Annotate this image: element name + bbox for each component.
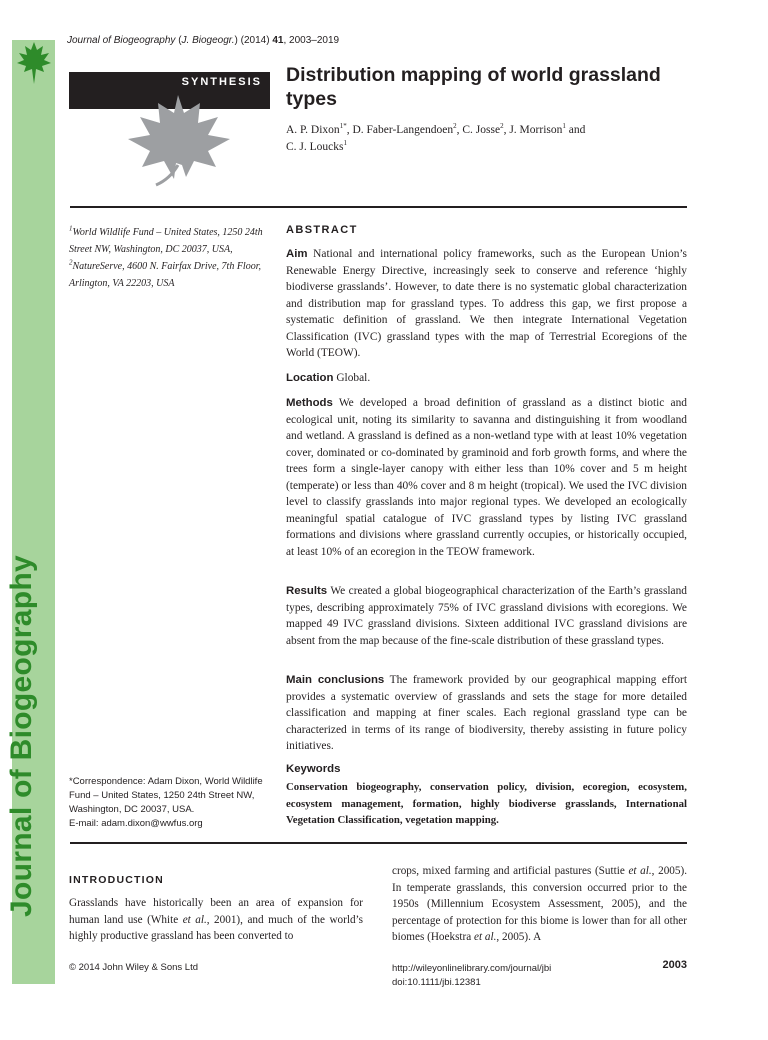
author-name: D. Faber-Langendoen xyxy=(352,124,454,136)
section-label: SYNTHESIS xyxy=(181,76,262,88)
author-affil-mark: 2 xyxy=(453,122,457,131)
copyright: © 2014 John Wiley & Sons Ltd xyxy=(69,962,198,973)
author-separator: and xyxy=(565,124,586,136)
article-title: Distribution mapping of world grassland types xyxy=(286,64,661,110)
divider xyxy=(70,206,687,208)
author-affil-mark: 1 xyxy=(343,139,347,148)
divider xyxy=(70,842,687,844)
author-name: A. P. Dixon xyxy=(286,124,340,136)
abstract-methods: Methods We developed a broad definition of grassland as a distinct biotic and ecological unit, noting its similarity to savanna and distinguishing it from woodland and wetland. A grassland is defined as a non-wetland type with at least 10% vegetation cover, dominated or co-dominated by graminoid and forb growth forms, and where the trees form a single-layer canopy with either less than 10% cover and 5 m height (temperate) or less than 40% cover and 8 m height (tropical). We used the IVC division level to classify grasslands into major regional types. We developed an ecologically meaningful spatial catalogue of IVC grassland types by listing IVC grassland formations and divisions where grassland currently occupies, or historically occupied, at least 10% of an ecoregion in the TEOW framework. xyxy=(286,397,687,558)
author-list xyxy=(286,122,706,156)
introduction-text-right: crops, mixed farming and artificial pastures (Suttie et al., 2005). In temperate grasslands, this conversion occurred prior to the 1950s (Millennium Ecosystem Assessment, 2005), and the percentage of protection for this biome is lower than for all other biomes (Hoekstra et al., 2005). A xyxy=(392,865,687,943)
maple-leaf-icon xyxy=(16,40,52,84)
page-number: 2003 xyxy=(662,959,687,971)
abstract-aim: Aim National and international policy frameworks, such as the European Union’s Renewable Energy Directive, increasingly seek to conserve and reference ‘highly biodiverse grasslands’. However, to date there is no systematic global characterization and distribution map for grassland types. To address this gap, we first propose a systematic definition of grassland. We then integrate International Vegetation Classification (IVC) grassland types with the map of Terrestrial Ecoregions of the World (TEOW). xyxy=(286,248,687,359)
abstract-results: Results We created a global biogeographical characterization of the Earth’s grassland types, describing approximately 75% of IVC grassland divisions with ecoregions. We mapped 49 IVC grassland divisions. Sixteen additional IVC grassland divisions are absent from the map because of the fine-scale distribution of these grassland types. xyxy=(286,585,687,647)
author-name: J. Morrison xyxy=(509,124,563,136)
author-separator: , xyxy=(503,124,510,136)
author-affil-mark: 1 xyxy=(562,122,566,131)
footer-links xyxy=(392,962,551,990)
abstract-heading: ABSTRACT xyxy=(286,224,358,236)
author-name: C. Josse xyxy=(462,124,501,136)
abstract-location: Location Global. xyxy=(286,372,371,384)
author-separator: , xyxy=(346,124,353,136)
author-separator: , xyxy=(456,124,463,136)
correspondence-email: E-mail: adam.dixon@wwfus.org xyxy=(69,818,203,829)
journal-side-title: Journal of Biogeography xyxy=(5,555,38,917)
introduction-heading: INTRODUCTION xyxy=(69,874,164,886)
author-affil-mark: 1* xyxy=(339,122,347,131)
journal-url-link[interactable]: http://wileyonlinelibrary.com/journal/jbi xyxy=(392,963,552,974)
keywords-heading: Keywords xyxy=(286,763,341,775)
running-header: Journal of Biogeography (J. Biogeogr.) (2014) 41, 2003–2019 xyxy=(67,35,340,46)
doi-link[interactable]: doi:10.1111/jbi.12381 xyxy=(392,977,481,988)
abstract-main-conclusions: Main conclusions The framework provided by our geographical mapping effort provides a systematic overview of grasslands and sets the stage for more detailed classification and mapping at finer scales. Each regional grassland type can be characterized in terms of its range of biodiversity, thereby assisting in future policy initiatives. xyxy=(286,674,687,752)
introduction-text-left: Grasslands have historically been an area of expansion for human land use (White et al., 2001), and much of the world’s highly productive grassland has been converted to xyxy=(69,897,363,942)
correspondence: *Correspondence: Adam Dixon, World Wildlife Fund – United States, 1250 24th Street NW, Washington, DC 20037, USA. E-mail: adam.dixon@wwfus.org xyxy=(69,776,263,829)
author-name: C. J. Loucks xyxy=(286,141,344,153)
leaf-icon xyxy=(120,95,240,195)
author-affil-mark: 2 xyxy=(500,122,504,131)
affiliations: $^1$World Wildlife Fund – United States, 1250 24th Street NW, Washington, DC 20037, USA, $^2$NatureServe, 4600 N. Fairfax Drive, 7th Floor, Arlington, VA 22203, USA xyxy=(69,224,263,289)
keywords-list: Conservation biogeography, conservation policy, division, ecoregion, ecosystem, ecosystem management, formation, highly biodiverse grasslands, International Vegetation Classification, vegetation mapping. xyxy=(286,781,687,826)
